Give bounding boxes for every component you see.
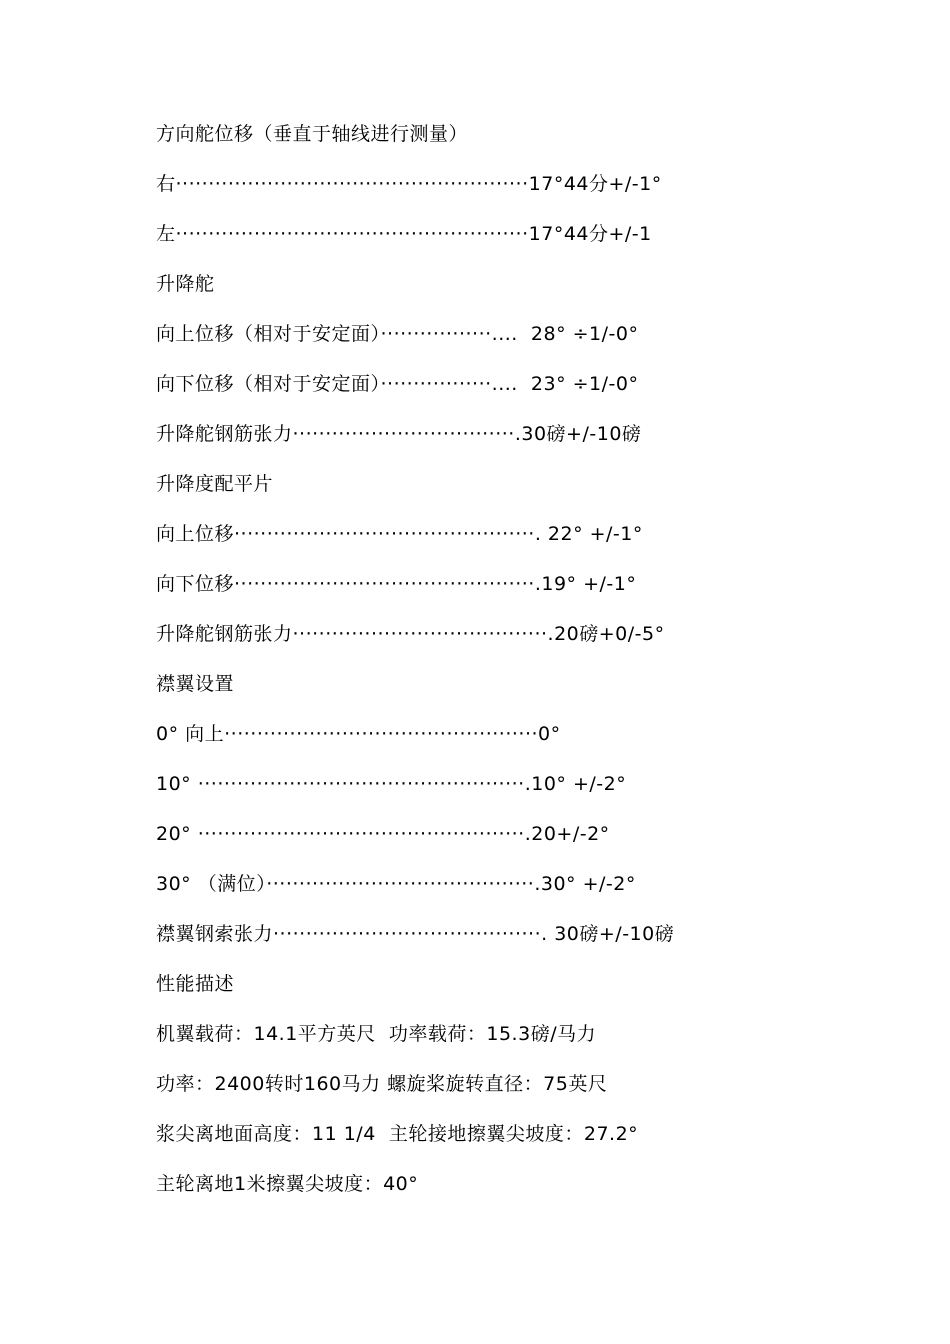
flap-0-line: 0° 向上················································0°: [156, 723, 561, 745]
elevator-heading: 升降舵: [156, 273, 215, 295]
flap-20-line: 20° ··················································.20+/-2°: [156, 823, 610, 845]
wing-power-loading-line: 机翼载荷：14.1平方英尺 功率载荷：15.3磅/马力: [156, 1023, 597, 1045]
trim-down-line: 向下位移··············································.19° +/-1°: [156, 573, 637, 595]
rudder-travel-heading: 方向舵位移（垂直于轴线进行测量）: [156, 123, 469, 145]
flap-10-line: 10° ··················································.10° +/-2°: [156, 773, 627, 795]
power-propeller-line: 功率：2400转时160马力 螺旋桨旋转直径：75英尺: [156, 1073, 608, 1095]
elevator-down-line: 向下位移（相对于安定面）·················.... 23° ÷1/-0°: [156, 373, 639, 395]
trim-up-line: 向上位移··············································. 22° +/-1°: [156, 523, 643, 545]
rudder-right-line: 右······················································17°44分+/-1°: [156, 173, 662, 195]
document-body: [156, 117, 876, 1217]
elevator-up-line: 向上位移（相对于安定面）·················.... 28° ÷1/-0°: [156, 323, 639, 345]
elevator-cable-tension-line: 升降舵钢筋张力··································.30磅+/-10磅: [156, 423, 642, 445]
flap-settings-heading: 襟翼设置: [156, 673, 235, 695]
performance-heading: 性能描述: [156, 973, 235, 995]
trim-cable-tension-line: 升降舵钢筋张力·······································.20磅+0/-5°: [156, 623, 665, 645]
flap-cable-tension-line: 襟翼钢索张力·········································. 30磅+/-10磅: [156, 923, 675, 945]
rudder-left-line: 左······················································17°44分+/-1: [156, 223, 652, 245]
flap-30-line: 30° （满位）·········································.30° +/-2°: [156, 873, 636, 895]
elevator-trim-heading: 升降度配平片: [156, 473, 274, 495]
prop-clearance-line: 浆尖离地面高度：11 1/4 主轮接地擦翼尖坡度：27.2°: [156, 1123, 639, 1145]
wingtip-slope-line: 主轮离地1米擦翼尖坡度：40°: [156, 1173, 419, 1195]
